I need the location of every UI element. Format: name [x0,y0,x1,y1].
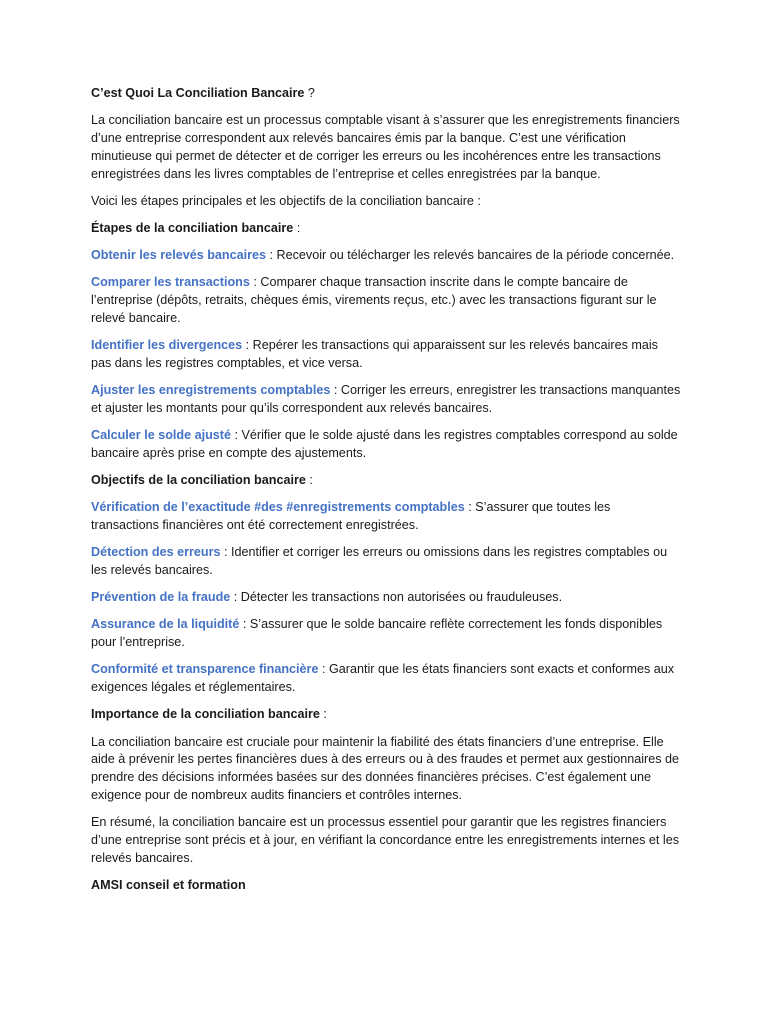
objective-text: : Identifier et corriger les erreurs ou omissions dans les registres comptables ou les relevés bancaires. [91,545,668,578]
document-title-line [91,85,681,103]
step-text: : Recevoir ou télécharger les relevés bancaires de la période concernée. [266,248,675,263]
objective-term: Assurance de la liquidité [91,617,240,632]
objective-text: : Garantir que les états financiers sont exacts et conformes aux exigences légales et réglementaires. [91,662,675,695]
importance-heading-suffix: : [319,707,327,722]
step-item [91,382,681,418]
title-suffix: ? [304,86,315,100]
signature: AMSI conseil et formation [91,877,246,892]
objective-item [91,661,681,697]
step-text: : Corriger les erreurs, enregistrer les transactions manquantes et ajuster les montants pour qu’ils correspondent aux relevés bancaires. [91,383,681,415]
objective-text: : Détecter les transactions non autorisées ou frauduleuses. [230,590,563,605]
importance-heading: Importance de la conciliation bancaire [91,707,320,722]
objectives-heading-suffix: : [305,473,313,488]
step-text: : Repérer les transactions qui apparaissent sur les relevés bancaires mais pas dans les registres comptables, et vice versa. [91,338,658,370]
importance-paragraph: La conciliation bancaire est cruciale pour maintenir la fiabilité des états financiers d’une entreprise. Elle aide à prévenir les pertes financières dues à des erreurs ou à des fraudes et permet aux gestionnaires de prendre des décisions informées basées sur des données financières précises. C’est également une exigence pour de nombreux audits financiers et contrôles internes. [91,734,680,802]
steps-heading-line [91,220,681,238]
objectives-heading-line [91,472,681,490]
objective-term: Conformité et transparence financière [91,662,319,677]
step-item [91,337,681,373]
step-item [91,247,681,265]
step-term: Calculer le solde ajusté [91,428,231,443]
objective-term: Détection des erreurs [91,545,221,560]
step-item [91,427,681,463]
step-text: : Comparer chaque transaction inscrite dans le compte bancaire de l’entreprise (dépôts, retraits, chèques émis, virements reçus, etc.) avec les transactions figurant sur le relevé bancaire. [91,275,657,325]
steps-heading: Étapes de la conciliation bancaire [91,220,294,235]
lead-paragraph: Voici les étapes principales et les objectifs de la conciliation bancaire : [91,193,481,208]
objective-item [91,589,681,607]
steps-heading-suffix: : [293,220,301,235]
objectives-heading: Objectifs de la conciliation bancaire [91,473,306,488]
objective-term: Prévention de la fraude [91,590,231,605]
step-item [91,274,681,327]
step-text: : Vérifier que le solde ajusté dans les registres comptables correspond au solde bancaire après prise en compte des ajustements. [91,428,678,460]
step-term: Obtenir les relevés bancaires [91,248,267,263]
objective-item [91,616,681,652]
objective-term: Vérification de l’exactitude #des #enregistrements comptables [91,500,465,515]
objective-item [91,499,681,535]
objective-text: : S’assurer que toutes les transactions financières ont été correctement enregistrées. [91,500,611,533]
step-term: Ajuster les enregistrements comptables [91,383,331,398]
document-page [91,85,681,904]
objective-text: : S’assurer que le solde bancaire reflète correctement les fonds disponibles pour l’entreprise. [91,617,663,650]
step-term: Identifier les divergences [91,338,243,353]
document-title: C’est Quoi La Conciliation Bancaire [91,86,305,100]
intro-paragraph: La conciliation bancaire est un processus comptable visant à s’assurer que les enregistrements financiers d’une entreprise correspondent aux relevés bancaires émis par la banque. C’est une vérification minutieuse qui permet de détecter et de corriger les erreurs ou les incohérences entre les transactions enregistrées dans les livres comptables de l’entreprise et celles enregistrées par la banque. [91,113,680,181]
summary-paragraph: En résumé, la conciliation bancaire est un processus essentiel pour garantir que les registres financiers d’une entreprise sont précis et à jour, en vérifiant la concordance entre les enregistrements internes et les relevés bancaires. [91,815,680,865]
objective-item [91,544,681,580]
step-term: Comparer les transactions [91,275,250,290]
importance-heading-line [91,706,681,724]
